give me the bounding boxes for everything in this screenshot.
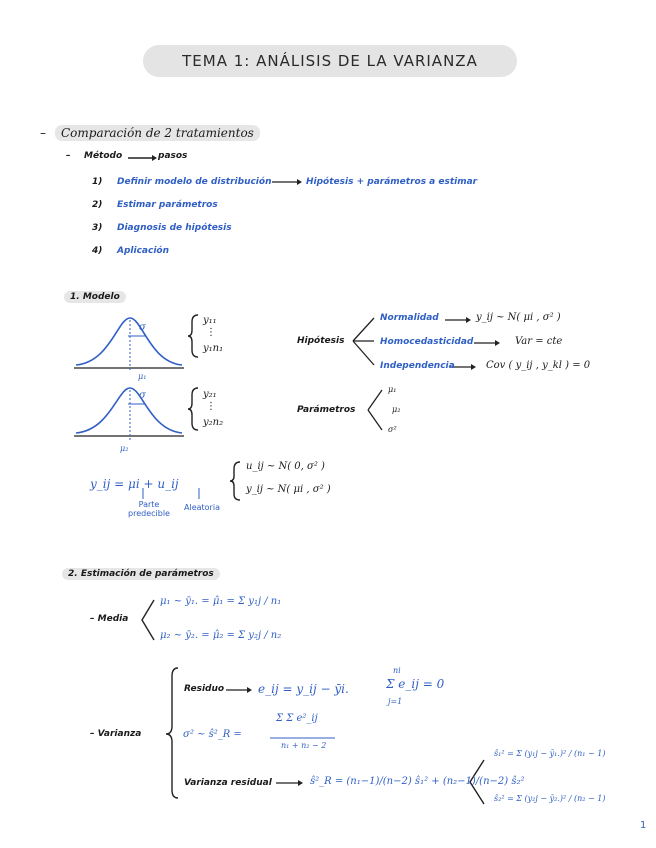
y-top: y₂₁ <box>203 389 217 400</box>
sigma-den: n₁ + n₂ − 2 <box>281 741 327 750</box>
brace <box>188 315 198 357</box>
metodo-target: pasos <box>158 151 188 161</box>
metodo-label: Método <box>84 151 123 161</box>
normal-curve-1 <box>76 318 182 365</box>
sum-expr: Σ e_ij = 0 <box>386 677 445 691</box>
mu-label: μ₁ <box>138 372 147 381</box>
arrow-head <box>495 340 500 346</box>
branch-line <box>368 410 382 430</box>
brace <box>188 388 198 430</box>
step-text: Diagnosis de hipótesis <box>117 223 232 233</box>
section-bullet: – <box>40 126 46 140</box>
y-dots: ⋮ <box>206 401 216 412</box>
modelo-heading: 1. Modelo <box>64 291 126 303</box>
step-text: Definir modelo de distribución <box>117 177 272 187</box>
varianza-label-text: Varianza <box>97 729 142 739</box>
sum-bot: j=1 <box>388 697 403 706</box>
arrow-head <box>298 780 303 786</box>
step-num: 1) <box>92 177 103 187</box>
page-number: 1 <box>640 820 647 831</box>
branch-line <box>142 600 154 640</box>
section-heading: Comparación de 2 tratamientos <box>55 125 260 141</box>
parametro: μ₂ <box>392 405 401 414</box>
model-equation: y_ij = μi + u_ij <box>90 477 179 491</box>
sigma-num: Σ Σ e²_ij <box>276 713 318 724</box>
y-dots: ⋮ <box>206 327 216 338</box>
metodo-bullet: – <box>66 151 71 161</box>
note-fixed: Parte predecible <box>128 500 170 518</box>
page-title-text: TEMA 1: ANÁLISIS DE LA VARIANZA <box>182 52 478 70</box>
arrow-head <box>466 317 471 323</box>
sigma-label: σ <box>139 390 146 401</box>
step-rest: Hipótesis + parámetros a estimar <box>306 177 478 187</box>
arrow-head <box>297 179 302 185</box>
branch-line <box>353 318 374 341</box>
y-bot: y₂n₂ <box>203 417 224 428</box>
media-label-text: Media <box>97 614 129 624</box>
parametros-label: Parámetros <box>297 405 356 415</box>
s1-expr: ŝ₁² = Σ (y₁j − ȳ₁.)² / (n₁ − 1) <box>494 749 606 758</box>
sigma-label: σ <box>139 322 146 333</box>
sigma-expr: σ² ~ ŝ²_R = <box>183 729 242 740</box>
step-text: Aplicación <box>117 246 169 256</box>
brace <box>166 668 178 798</box>
hipotesis-label: Hipótesis <box>297 336 345 346</box>
arrow-head <box>471 364 476 370</box>
hipotesis-name: Normalidad <box>380 313 439 323</box>
var-resid-label: Varianza residual <box>184 778 272 788</box>
s2-expr: ŝ₂² = Σ (y₂j − ȳ₂.)² / (n₂ − 1) <box>494 794 606 803</box>
sum-top: ni <box>393 666 401 675</box>
parametro: μ₁ <box>388 385 397 394</box>
hipotesis-expr: Cov ( y_ij , y_kl ) = 0 <box>486 360 591 371</box>
dist-u: u_ij ~ N( 0, σ² ) <box>246 461 325 472</box>
step-num: 3) <box>92 223 103 233</box>
varianza-label: – Varianza <box>90 729 142 739</box>
hipotesis-name: Homocedasticidad <box>380 337 474 347</box>
estimacion-heading: 2. Estimación de parámetros <box>62 568 220 580</box>
hipotesis-expr: y_ij ~ N( μi , σ² ) <box>476 312 561 323</box>
mu-label: μ₂ <box>120 444 129 453</box>
normal-curve-2 <box>76 388 182 433</box>
step-text: Estimar parámetros <box>117 200 218 210</box>
y-top: y₁₁ <box>203 315 217 326</box>
step-num: 2) <box>92 200 103 210</box>
residuo-label: Residuo <box>184 684 225 694</box>
dist-y: y_ij ~ N( μi , σ² ) <box>246 484 331 495</box>
branch-line <box>353 341 374 365</box>
hipotesis-name: Independencia <box>380 361 455 371</box>
arrow-head <box>152 155 157 161</box>
step-num: 4) <box>92 246 103 256</box>
parametro: σ² <box>388 425 397 434</box>
branch-line <box>368 390 382 410</box>
brace <box>230 462 240 500</box>
y-bot: y₁n₁ <box>203 343 224 354</box>
var-resid-expr: ŝ²_R = (n₁−1)/(n−2) ŝ₁² + (n₂−1)/(n−2) ŝ₂² <box>310 776 525 787</box>
note-random: Aleatoria <box>184 503 220 512</box>
media-expr: μ₂ ~ ȳ₂. = μ̂₂ = Σ y₂j / n₂ <box>160 630 282 641</box>
media-expr: μ₁ ~ ȳ₁. = μ̂₁ = Σ y₁j / n₁ <box>160 596 282 607</box>
media-label: – Media <box>90 614 129 624</box>
hipotesis-expr: Var = cte <box>515 336 563 347</box>
residuo-expr: e_ij = y_ij − ȳi. <box>258 682 349 696</box>
arrow-head <box>247 687 252 693</box>
